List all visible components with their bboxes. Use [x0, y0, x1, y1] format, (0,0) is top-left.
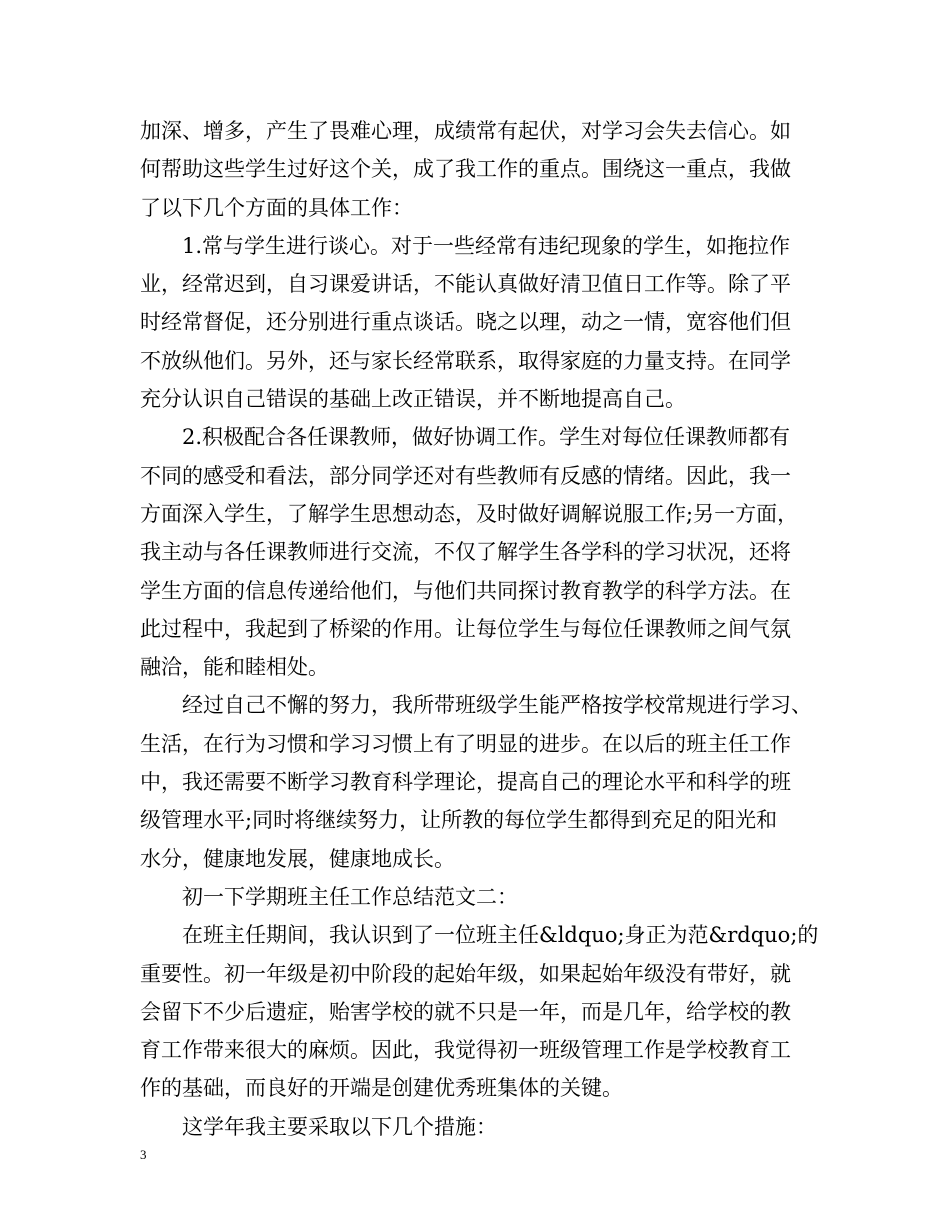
text-line: 充分认识自己错误的基础上改正错误，并不断地提高自己。: [140, 387, 686, 412]
text-line: 2.积极配合各任课教师，做好协调工作。学生对每位任课教师都有: [182, 425, 791, 450]
document-body: [140, 112, 819, 1146]
text-line: 学生方面的信息传递给他们，与他们共同探讨教育教学的科学方法。在: [140, 578, 791, 603]
text-line: 不同的感受和看法，部分同学还对有些教师有反感的情绪。因此，我一: [140, 463, 791, 488]
page-number: 3: [140, 1147, 147, 1162]
text-line: 会留下不少后遗症，贻害学校的就不只是一年，而是几年，给学校的教: [140, 999, 791, 1024]
text-line: 时经常督促，还分别进行重点谈话。晓之以理，动之一情，宽容他们但: [140, 310, 791, 335]
text-line: 何帮助这些学生过好这个关，成了我工作的重点。围绕这一重点，我做: [140, 157, 791, 182]
text-line: 不放纵他们。另外，还与家长经常联系，取得家庭的力量支持。在同学: [140, 348, 791, 373]
text-line: 我主动与各任课教师进行交流，不仅了解学生各学科的学习状况，还将: [140, 540, 791, 565]
text-line: 重要性。初一年级是初中阶段的起始年级，如果起始年级没有带好，就: [140, 961, 791, 986]
text-line: 中，我还需要不断学习教育科学理论，提高自己的理论水平和科学的班: [140, 770, 791, 795]
text-line: 级管理水平;同时将继续努力，让所教的每位学生都得到充足的阳光和: [140, 808, 778, 833]
text-line: 在班主任期间，我认识到了一位班主任&ldquo;身正为范&rdquo;的: [182, 923, 819, 948]
text-line: 此过程中，我起到了桥梁的作用。让每位学生与每位任课教师之间气氛: [140, 616, 791, 641]
text-line: 生活，在行为习惯和学习习惯上有了明显的进步。在以后的班主任工作: [140, 731, 791, 756]
text-line: 经过自己不懈的努力，我所带班级学生能严格按学校常规进行学习、: [182, 693, 812, 718]
text-line: 育工作带来很大的麻烦。因此，我觉得初一班级管理工作是学校教育工: [140, 1038, 791, 1063]
text-line: 作的基础，而良好的开端是创建优秀班集体的关键。: [140, 1076, 623, 1101]
text-line: 水分，健康地发展，健康地成长。: [140, 846, 455, 871]
text-line: 加深、增多，产生了畏难心理，成绩常有起伏，对学习会失去信心。如: [140, 119, 791, 143]
text-line: 1.常与学生进行谈心。对于一些经常有违纪现象的学生，如拖拉作: [182, 233, 791, 258]
text-line: 了以下几个方面的具体工作：: [140, 195, 413, 220]
text-line: 融洽，能和睦相处。: [140, 655, 329, 680]
text-line: 方面深入学生，了解学生思想动态，及时做好调解说服工作;另一方面，: [140, 501, 799, 526]
text-line: 业，经常迟到，自习课爱讲话，不能认真做好清卫值日工作等。除了平: [140, 272, 791, 297]
section-heading: 初一下学期班主任工作总结范文二：: [182, 884, 518, 909]
text-line: 这学年我主要采取以下几个措施：: [182, 1114, 497, 1139]
